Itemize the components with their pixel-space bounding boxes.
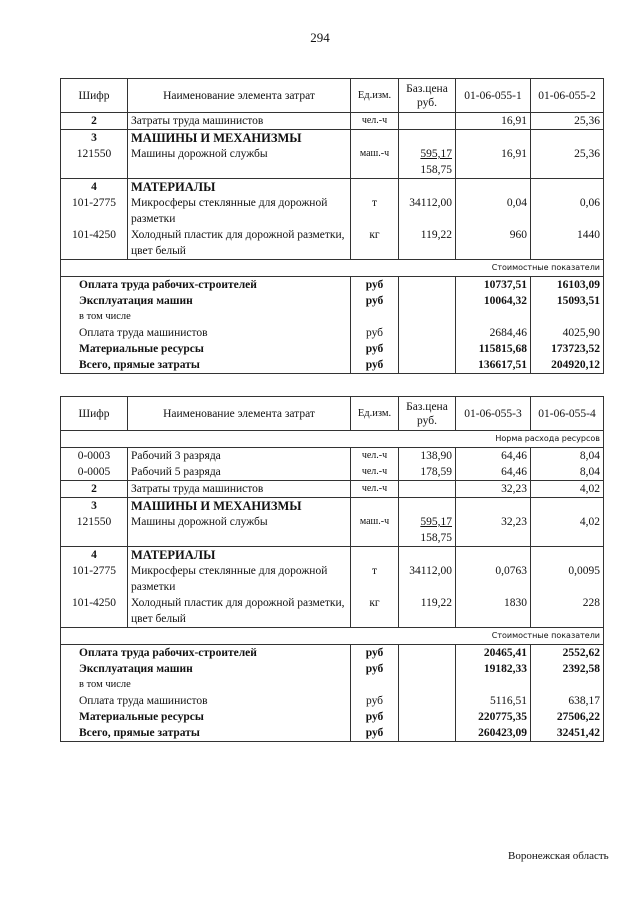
total-row: Оплата труда рабочих-строителей руб 20465,41 2552,62 [61, 645, 604, 662]
table-row: 101-4250 Холодный пластик для дорожной разметки, цвет белый кг 119,22 960 1440 [61, 227, 604, 260]
table-row: 121550 Машины дорожной службы маш.-ч 595,17 158,75 32,23 4,02 [61, 514, 604, 547]
table-row: 0-0003 Рабочий 3 разряда чел.-ч 138,90 64,46 8,04 [61, 448, 604, 465]
table-row: 2 Затраты труда машинистов чел.-ч 32,23 4,02 [61, 481, 604, 498]
header-col-b: 01-06-055-2 [531, 79, 604, 113]
total-row: в том числе [61, 309, 604, 325]
total-row: Эксплуатация машин руб 19182,33 2392,58 [61, 661, 604, 677]
table-header-row [61, 79, 604, 113]
total-row: Оплата труда машинистов руб 5116,51 638,17 [61, 693, 604, 709]
total-row: Эксплуатация машин руб 10064,32 15093,51 [61, 293, 604, 309]
resource-table-1 [60, 78, 604, 374]
total-row: Всего, прямые затраты руб 260423,09 32451,42 [61, 725, 604, 742]
total-row: в том числе [61, 677, 604, 693]
header-name: Наименование элемента затрат [128, 79, 351, 113]
total-row: Всего, прямые затраты руб 136617,51 204920,12 [61, 357, 604, 374]
section-row: 4 МАТЕРИАЛЫ [61, 547, 604, 564]
total-row: Оплата труда машинистов руб 2684,46 4025,90 [61, 325, 604, 341]
table-row: 2 Затраты труда машинистов чел.-ч 16,91 25,36 [61, 113, 604, 130]
header-unit: Ед.изм. [351, 79, 399, 113]
section-row: 3 МАШИНЫ И МЕХАНИЗМЫ [61, 498, 604, 515]
cost-band-row: Стоимостные показатели [61, 260, 604, 277]
page-number: 294 [310, 30, 330, 45]
table-row: 101-2775 Микросферы стеклянные для дорожной разметки т 34112,00 0,0763 0,0095 [61, 563, 604, 595]
price-cell: 595,17 158,75 [399, 146, 456, 179]
header-price: Баз.цена руб. [399, 79, 456, 113]
resource-table-2 [60, 396, 604, 742]
header-unit: Ед.изм. [351, 397, 399, 431]
header-col-a: 01-06-055-3 [456, 397, 531, 431]
header-code: Шифр [61, 397, 128, 431]
total-row: Оплата труда рабочих-строителей руб 10737,51 16103,09 [61, 277, 604, 294]
table-row: 0-0005 Рабочий 5 разряда чел.-ч 178,59 64,46 8,04 [61, 464, 604, 481]
total-row: Материальные ресурсы руб 220775,35 27506,22 [61, 709, 604, 725]
cost-band-row: Стоимостные показатели [61, 628, 604, 645]
norm-band-row: Норма расхода ресурсов [61, 431, 604, 448]
total-row: Материальные ресурсы руб 115815,68 173723,52 [61, 341, 604, 357]
header-col-a: 01-06-055-1 [456, 79, 531, 113]
table-row: 101-2775 Микросферы стеклянные для дорожной разметки т 34112,00 0,04 0,06 [61, 195, 604, 227]
header-col-b: 01-06-055-4 [531, 397, 604, 431]
header-code: Шифр [61, 79, 128, 113]
region-footer: Воронежская область [508, 850, 609, 862]
table-row: 101-4250 Холодный пластик для дорожной разметки, цвет белый кг 119,22 1830 228 [61, 595, 604, 628]
section-row: 3 МАШИНЫ И МЕХАНИЗМЫ [61, 130, 604, 147]
table-row: 121550 Машины дорожной службы маш.-ч 595,17 158,75 16,91 25,36 [61, 146, 604, 179]
price-cell: 595,17 158,75 [399, 514, 456, 547]
header-name: Наименование элемента затрат [128, 397, 351, 431]
section-row: 4 МАТЕРИАЛЫ [61, 179, 604, 196]
table-header-row [61, 397, 604, 431]
header-price: Баз.цена руб. [399, 397, 456, 431]
